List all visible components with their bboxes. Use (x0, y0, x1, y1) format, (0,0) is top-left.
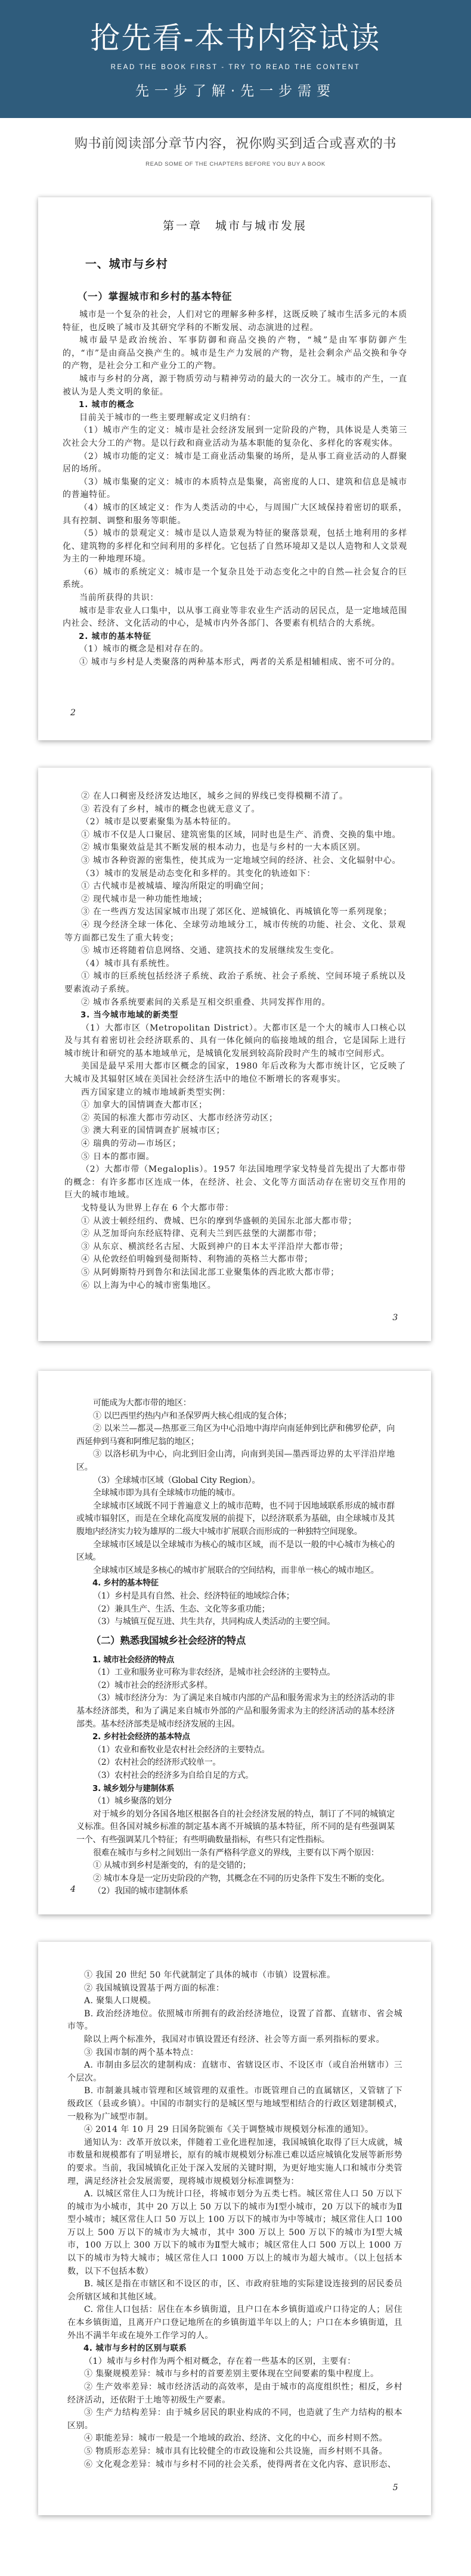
paragraph: （1）城乡聚落的划分 (93, 1796, 172, 1807)
paragraph: （5）城市的景观定义：城市是以人造景观为特征的聚落景观，包括土地利用的多样化、建筑物的多样化和空间利用的多样化。它包括了自然环境却又是以人造物和人文景观为主的一种地理环境。 (63, 529, 407, 564)
paragraph: 通知认为：改革开放以来，伴随着工业化进程加速，我国城镇化取得了巨大成就，城市数量和规模都有了明显增长，原有的城市规模划分标准已难以适应城镇化发展等新形势的要求。当前，我国城镇化正处于深入发展的关键时期，为更好地实施人口和城市分类管理，满足经济社会发展需要，现将城市规模划分标准调整为： (67, 2137, 402, 2186)
paragraph: B. 政治经济地位。依照城市所拥有的政治经济地位，设置了首都、直辖市、省会城市等。 (67, 2009, 402, 2032)
paragraph: （6）城市的系统定义：城市是一个复杂且处于动态变化之中的自然—社会复合的巨系统。 (63, 567, 407, 590)
banner-slogan: 先一步了解·先一步需要 (135, 83, 336, 99)
paragraph: B. 城区是指在市辖区和不设区的市，区、市政府驻地的实际建设连接到的居民委员会所辖区域和其他区域。 (67, 2279, 402, 2302)
paragraph: （3）全球城市区域（Global City Region）。 (93, 1475, 261, 1485)
paragraph: ⑤ 城市还将随着信息网络、交通、建筑技术的发展继续发生变化。 (81, 946, 339, 956)
paragraph: ③ 在一些西方发达国家城市出现了郊区化、逆城镇化、再城镇化等一系列现象； (81, 907, 392, 917)
paragraph: ④ 2014 年 10 月 29 日国务院颁布《关于调整城市规模划分标准的通知》。 (84, 2125, 374, 2135)
paragraph: ② 城市各系统要素间的关系是互相交织重叠、共同发挥作用的。 (81, 997, 331, 1007)
paragraph: ③ 城市各种资源的密集性，使其成为一定地域空间的经济、社会、文化辐射中心。 (81, 855, 401, 865)
paragraph: ② 现代城市是一种功能性地域； (81, 894, 207, 904)
paragraph: （4）城市具有系统性。 (81, 958, 175, 969)
paragraph: 全球城市区域是以全球城市为核心的城市区域，而不是以一般的中心城市为核心的区域。 (76, 1540, 395, 1563)
paragraph: （2）农村社会的经济形式较单一。 (93, 1758, 221, 1768)
paragraph: ① 城市不仅是人口聚居、建筑密集的区域，同时也是生产、消费、交换的集中地。 (81, 830, 401, 840)
paragraph: （1）城市与乡村作为两个相对概念，存在着一些基本的区别，主要有： (84, 2356, 356, 2366)
paragraph: （3）城市集聚的定义：城市的本质特点是集聚，高密度的人口、建筑和信息是城市的普遍特征。 (63, 477, 407, 500)
paragraph: 城市是非农业人口集中，以从事工商业等非农业生产活动的居民点，是一定地域范围内社会、经济、文化活动的中心，是城市内外各部门、各要素有机结合的大系统。 (63, 606, 407, 629)
page-number: 2 (70, 708, 76, 718)
paragraph: ⑥ 文化观念差异：城市与乡村不同的社会关系，使得两者在文化内容、意识形态、 (84, 2459, 396, 2469)
paragraph: ② 英国的标准大都市劳动区、大都市经济劳动区； (81, 1113, 278, 1123)
paragraph: 美国是最早采用大都市区概念的国家，1980 年后改称为大都市统计区，它反映了大城市及其辐射区域在美国社会经济生活中的地位不断增长的客观事实。 (64, 1062, 406, 1085)
paragraph: ① 城市与乡村是人类聚落的两种基本形式，两者的关系是相辅相成、密不可分的。 (79, 657, 401, 668)
paragraph: （2）城市功能的定义：城市是工商业活动集聚的场所，是从事工商业活动的人群聚居的场所。 (63, 451, 407, 474)
paragraph: ④ 从伦敦经伯明翰到曼彻斯特、利物浦的英格兰大都市带； (81, 1255, 313, 1265)
paragraph: ① 集聚规模差异：城市与乡村的首要差别主要体现在空间要素的集中程度上。 (84, 2369, 379, 2379)
paragraph: C. 常住人口包括：居住在本乡镇街道，且户口在本乡镇街道或户口待定的人；居住在本乡镇街道，且离开户口登记地所在的乡镇街道半年以上的人；户口在本乡镇街道，且外出不满半年或在境外工作学习的人。 (67, 2305, 402, 2341)
paragraph: 城市最早是政治统治、军事防御和商品交换的产物，“城”是由军事防御产生的，“市”是由商品交换产生的。城市是生产力发展的产物，是社会剩余产品交换和争夺的产物，是社会分工和产业分工的产物。 (63, 336, 407, 371)
paragraph: ① 加拿大的国情调查大都市区； (81, 1100, 207, 1110)
paragraph: （1）城市产生的定义：城市是社会经济发展到一定阶段的产物，具体说是人类第三次社会大分工的产物。是以行政和商业活动为基本职能的复杂化、多样化的客观实体。 (63, 426, 407, 448)
paragraph: ① 以巴西里约热内卢和圣保罗两大核心组成的复合体； (93, 1411, 292, 1421)
paragraph: 戈特曼认为世界上存在 6 个大都市带： (81, 1203, 234, 1213)
section-heading: 一、城市与乡村 (85, 257, 168, 271)
paragraph: ① 从城市到乡村是渐变的，有的是交错的； (93, 1861, 251, 1871)
paragraph: A. 市制由多层次的建制构成：直辖市、省辖设区市、不设区市（或自治州辖市）三个层次。 (67, 2060, 402, 2083)
paragraph: ④ 瑞典的劳动—市场区； (81, 1139, 181, 1149)
subsection-heading: （二）熟悉我国城乡社会经济的特点 (91, 1634, 246, 1646)
page-number: 4 (70, 1885, 76, 1894)
paragraph: （2）城市是以要素聚集为基本特征的。 (81, 817, 237, 827)
paragraph: （1）农业和畜牧业是农村社会经济的主要特点。 (93, 1745, 270, 1755)
paragraph: （3）城市的发展是动态变化和多样的。其变化的轨迹如下： (81, 868, 316, 879)
paragraph: ① 古代城市是被城墙、壕沟所限定的明确空间； (81, 882, 269, 892)
book-page (38, 197, 431, 740)
paragraph: 西方国家建立的城市地域新类型实例： (81, 1087, 231, 1097)
paragraph: ③ 我国市制的两个基本特点： (84, 2047, 199, 2057)
paragraph: ③ 生产力结构差异：由于城乡居民的职业构成的不同，也造就了生产力结构的根本区别。 (67, 2408, 402, 2431)
paragraph: （1）工业和服务业可称为非农经济，是城市社会经济的主要特点。 (93, 1668, 335, 1678)
paragraph: （3）城市经济分为：为了满足来自城市内部的产品和服务需求为主的经济活动的非基本经济部类，和为了满足来自城市外部的产品和服务需求为主的经济活动的基本经济部类。基本经济部类是城市经济发展的主因。 (76, 1693, 395, 1729)
paragraph: ② 在人口稠密及经济发达地区，城乡之间的界线已变得模糊不清了。 (81, 792, 348, 801)
topic-heading: 1. 城市的概念 (79, 400, 135, 410)
intro-text: 购书前阅读部分章节内容，祝你购买到适合或喜欢的书 (74, 136, 396, 151)
paragraph: 对于城乡的划分各国各地区根据各自的社会经济发展的特点，制订了不同的城镇定义标准。但各国对城乡标准的制定基本离不开城镇的基本特征，所不同的是有些强调某一个、有些强调某几个特征；有些明确数量指标，有些只有定性指标。 (76, 1809, 395, 1845)
paragraph: A. 以城区常住人口为统计口径，将城市划分为五类七档。城区常住人口 50 万以下的城市为小城市，其中 20 万以上 50 万以下的城市为Ⅰ型小城市，20 万以下的城市为Ⅱ型小城市；城区常住人口 50 万以上 100 万以下的城市为中等城市；城区常住人口 100 万以上 500 万以下的城市为大城市，其中 300 万以上 500 万以下的城市为Ⅰ型大城市，100 万以上 300 万以下的城市为Ⅱ型大城市；城区常住人口 500 万以上 1000 万以下的城市为特大城市；城区常住人口 1000 万以上的城市为超大城市。（以上包括本数，以下不包括本数） (67, 2189, 402, 2276)
paragraph: ③ 以洛杉矶为中心，向北到旧金山湾，向南到美国—墨西哥边界的太平洋沿岸地区。 (76, 1450, 395, 1472)
paragraph: ④ 职能差异：城市一般是一个地域的政治、经济、文化的中心，而乡村则不然。 (84, 2434, 388, 2444)
paragraph: ① 城市的巨系统包括经济子系统、政治子系统、社会子系统、空间环境子系统以及要素流动子系统。 (64, 972, 406, 994)
paragraph: 除以上两个标准外，我国对市镇设置还有经济、社会等方面一系列指标的要求。 (84, 2034, 385, 2044)
paragraph: 目前关于城市的一些主要理解或定义归纳有： (79, 412, 256, 423)
paragraph: ② 以米兰—都灵—热那亚三角区为中心沿地中海岸向南延伸到比萨和佛罗伦萨，向西延伸到马赛和阿维尼翁的地区； (76, 1424, 395, 1447)
page-number: 3 (392, 1313, 398, 1323)
paragraph: ② 城市本身是一定历史阶段的产物，其概念在不同的历史条件下发生不断的变化。 (93, 1873, 390, 1883)
paragraph: （3）农村社会的经济多为自给自足的方式。 (93, 1771, 253, 1781)
paragraph: 全球城市区域是多核心的城市扩展联合的空间结构，而非单一核心的城市地区。 (93, 1565, 379, 1575)
paragraph: （2）城市社会的经济形式多样。 (93, 1680, 213, 1690)
paragraph: （2）兼具生产、生活、生态、文化等多重功能； (93, 1604, 270, 1614)
paragraph: 城市与乡村的分离，源于物质劳动与精神劳动的最大的一次分工。城市的产生，一直被认为是人类文明的象征。 (63, 374, 407, 397)
paragraph: ① 我国 20 世纪 50 年代就制定了具体的城市（市镇）设置标准。 (84, 1970, 336, 1980)
intro-text-en: READ SOME OF THE CHAPTERS BEFORE YOU BUY A BOOK (145, 161, 326, 167)
banner-title: 抢先看-本书内容试读 (90, 21, 381, 55)
paragraph: （2）大都市带（Megaloplis）。1957 年法国地理学家戈特曼首先提出了大都市带的概念：有许多都市区连成一体，在经济、社会、文化等方面活动存在密切交互作用的巨大的城市地域。 (64, 1165, 406, 1200)
book-page (38, 768, 431, 1341)
paragraph: 全球城市即为具有全球城市功能的城市。 (93, 1488, 240, 1498)
paragraph: （2）我国的城市建制体系 (93, 1886, 188, 1897)
topic-heading: 1. 城市社会经济的特点 (92, 1655, 175, 1665)
paragraph: （3）与城镇互促互进、共生共存，共同构成人类活动的主要空间。 (93, 1617, 335, 1627)
paragraph: ③ 若没有了乡村，城市的概念也就无意义了。 (81, 804, 261, 814)
paragraph: ③ 澳大利亚的国情调查扩展城市区； (81, 1126, 225, 1136)
paragraph: （4）城市的区域定义：作为人类活动的中心，与周围广大区域保持着密切的联系，具有控制、调整和服务等职能。 (63, 502, 407, 526)
topic-heading: 2. 城市的基本特征 (79, 631, 151, 641)
topic-heading: 4. 城市与乡村的区别与联系 (83, 2344, 187, 2354)
paragraph: ② 从芝加哥向东经底特律、克利夫兰到匹兹堡的大湖都市带； (81, 1229, 322, 1239)
topic-heading: 2. 乡村社会经济的基本特点 (92, 1732, 190, 1742)
topic-heading: 3. 城乡划分与建制体系 (92, 1783, 175, 1793)
book-page (38, 1942, 431, 2515)
paragraph: 很难在城市与乡村之间划出一条有严格科学意义的界线，主要有以下两个原因： (93, 1848, 379, 1858)
paragraph: ④ 现今经济全球一体化、全球劳动地域分工，城市传统的功能、社会、文化、景观等方面都已发生了重大转变； (64, 920, 406, 943)
paragraph: 城市是一个复杂的社会，人们对它的理解多种多样，这既反映了城市生活多元的本质特征，也反映了城市及其研究学科的不断发展、动态演进的过程。 (63, 310, 407, 333)
chapter-title: 第一章 城市与城市发展 (162, 219, 307, 232)
page-number: 5 (392, 2483, 398, 2493)
banner-subtitle-en: READ THE BOOK FIRST - TRY TO READ THE CONTENT (110, 64, 361, 71)
paragraph: （1）乡村是具有自然、社会、经济特征的地域综合体； (93, 1591, 295, 1601)
paragraph: ⑤ 日本的都市圈。 (81, 1152, 155, 1162)
paragraph: ① 从波士顿经纽约、费城、巴尔的摩到华盛顿的美国东北部大都市带； (81, 1216, 357, 1226)
book-page (38, 1371, 431, 1914)
paragraph: （1）大都市区（Metropolitan District）。大都市区是一个大的城市人口核心以及与其有着密切社会经济联系的、具有一体化倾向的临接地域的组合，它是国际上进行城市统计和研究的基本地域单元，是城镇化发展到较高阶段时产生的城市空间形式。 (64, 1023, 406, 1059)
paragraph: ③ 从东京、横滨经名古屋、大阪到神户的日本太平洋沿岸大都市带； (81, 1242, 348, 1252)
paragraph: ② 城市集聚效益是其不断发展的根本动力，也是与乡村的一大本质区别。 (81, 843, 366, 853)
paragraph: B. 市制兼具城市管理和区域管理的双重性。市既管理自己的直属辖区，又管辖了下级政区（县或乡镇）。中国的市制实行的是城区型与地域型相结合的行政区划建制模式，一般称为广域型市制。 (67, 2086, 402, 2122)
paragraph: 可能成为大都市带的地区： (93, 1398, 191, 1408)
paragraph: A. 聚集人口规模。 (84, 1996, 157, 2006)
subsection-heading: （一）掌握城市和乡村的基本特征 (77, 291, 233, 302)
paragraph: ② 生产效率差异：城市经济活动的高效率，是由于城市的高度组织性；相反，乡村经济活动，还依附于土地等初级生产要素。 (67, 2382, 402, 2405)
paragraph: （1）城市的概念是相对存在的。 (79, 644, 209, 654)
paragraph: ⑤ 物质形态差异：城市具有比较健全的市政设施和公共设施，而乡村则不具备。 (84, 2446, 388, 2456)
topic-heading: 3. 当今城市地域的新类型 (80, 1010, 178, 1020)
paragraph: 当前所获得的共识： (79, 593, 159, 603)
preview-banner (0, 0, 471, 118)
topic-heading: 4. 乡村的基本特征 (92, 1578, 159, 1588)
paragraph: 全球城市区域既不同于普遍意义上的城市范畴，也不同于因地域联系形成的城市群或城市辐射区，而是在全球化高度发展的前提下，以经济联系为基础，由全球城市及其腹地内经济实力较为雄厚的二级大中城市扩展联合而形成的一种独特空间现象。 (76, 1501, 395, 1537)
paragraph: ⑥ 以上海为中心的城市密集地区。 (81, 1280, 216, 1290)
paragraph: ⑤ 从阿姆斯特丹到鲁尔和法国北部工业聚集体的西北欧大都市带； (81, 1267, 339, 1277)
paragraph: ② 我国城镇设置基于两方面的标准： (84, 1983, 225, 1993)
